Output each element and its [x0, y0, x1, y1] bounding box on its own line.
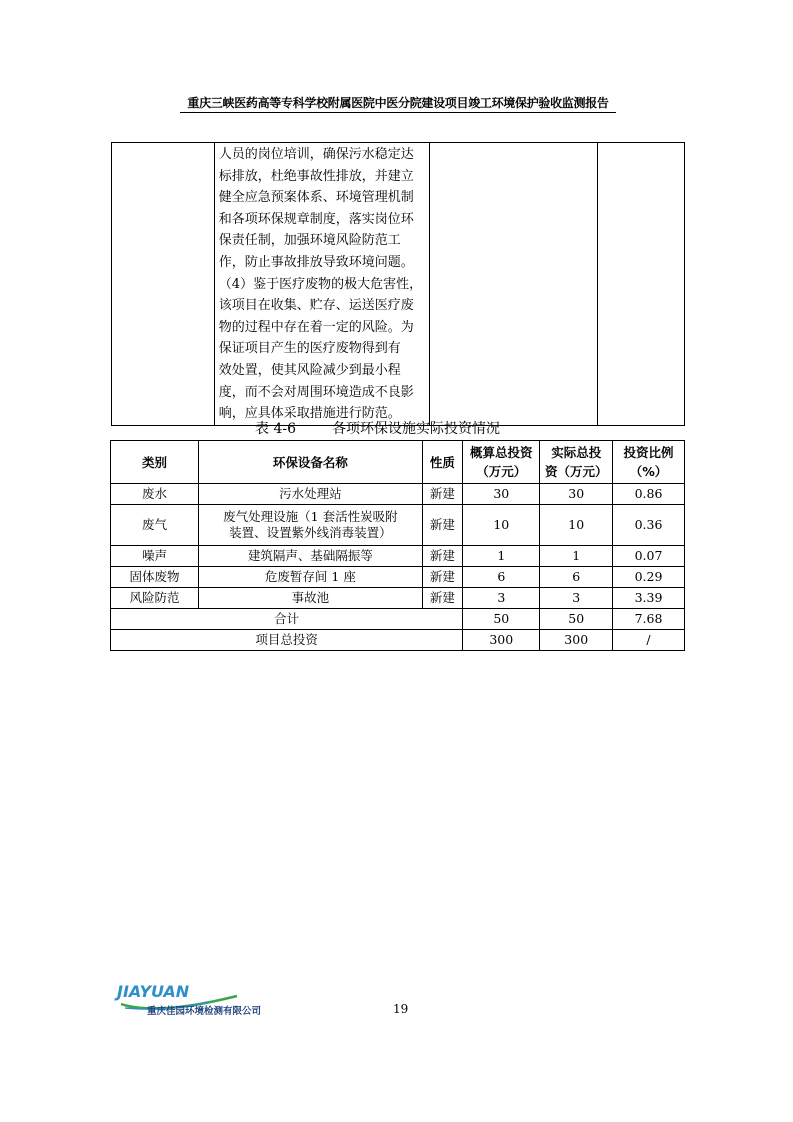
cell-actual: 10 [540, 505, 613, 546]
measures-line: 效处置，使其风险减少到最小程 [218, 362, 401, 378]
cell-ratio: 0.36 [613, 505, 685, 546]
measures-line: 保责任制，加强环境风险防范工 [218, 233, 401, 249]
measures-line: 响，应具体采取措施进行防范。 [218, 406, 401, 422]
measures-line: （4）鉴于医疗废物的极大危害性， [218, 276, 423, 292]
header-nature: 性质 [422, 441, 462, 484]
company-logo [117, 982, 277, 1018]
cell-budget: 10 [463, 505, 540, 546]
table-caption [255, 418, 500, 438]
header-actual [540, 441, 613, 484]
measures-line: 标排放，杜绝事故性排放，并建立 [218, 168, 414, 184]
cell-category: 废水 [111, 484, 199, 505]
cell-ratio: 0.07 [613, 546, 685, 567]
table-caption-number: 表 4-6 [255, 421, 296, 437]
project-total-label: 项目总投资 [111, 630, 463, 651]
cell-category: 噪声 [111, 546, 199, 567]
table-row [111, 484, 685, 505]
header-equipment: 环保设备名称 [199, 441, 423, 484]
page-number: 19 [393, 1002, 409, 1016]
cell-actual: 1 [540, 546, 613, 567]
table-row [111, 567, 685, 588]
header-underline [180, 112, 616, 113]
cont-cell-empty-2 [598, 143, 685, 426]
header-actual-line2: 资（万元） [544, 464, 608, 479]
cell-nature: 新建 [422, 505, 462, 546]
cell-equipment: 事故池 [199, 588, 423, 609]
total-ratio: 7.68 [613, 609, 685, 630]
cell-ratio: 3.39 [613, 588, 685, 609]
cell-equipment-line1: 废气处理设施（1 套活性炭吸附 [223, 509, 398, 524]
header-category: 类别 [111, 441, 199, 484]
cell-actual: 6 [540, 567, 613, 588]
header-actual-line1: 实际总投 [551, 445, 602, 460]
project-total-row [111, 630, 685, 651]
cell-actual: 30 [540, 484, 613, 505]
cell-category: 废气 [111, 505, 199, 546]
project-total-actual: 300 [540, 630, 613, 651]
measures-line: 人员的岗位培训，确保污水稳定达 [218, 147, 414, 162]
cont-cell-category [112, 143, 215, 426]
table-row [111, 546, 685, 567]
cell-equipment: 污水处理站 [199, 484, 423, 505]
measures-line: 保证项目产生的医疗废物得到有 [218, 341, 401, 357]
cell-budget: 1 [463, 546, 540, 567]
continuation-row [112, 143, 685, 426]
measures-line: 度，而不会对周围环境造成不良影 [218, 384, 414, 400]
header-ratio [613, 441, 685, 484]
table-caption-title: 各项环保设施实际投资情况 [332, 421, 500, 437]
measures-line: 作，防止事故排放导致环境问题。 [218, 254, 414, 270]
table-row [111, 588, 685, 609]
header-ratio-line1: 投资比例 [623, 445, 674, 460]
measures-line: 物的过程中存在着一定的风险。为 [218, 319, 414, 335]
cell-budget: 6 [463, 567, 540, 588]
measures-text [215, 143, 430, 425]
cell-equipment [199, 505, 423, 546]
cell-nature: 新建 [422, 546, 462, 567]
cell-nature: 新建 [422, 484, 462, 505]
table-row [111, 505, 685, 546]
logo-wordmark: JIAYUAN [117, 982, 190, 1001]
project-total-ratio: / [613, 630, 685, 651]
cell-equipment: 建筑隔声、基础隔振等 [199, 546, 423, 567]
measures-line: 和各项环保规章制度，落实岗位环 [218, 211, 414, 227]
total-actual: 50 [540, 609, 613, 630]
cell-ratio: 0.29 [613, 567, 685, 588]
total-budget: 50 [463, 609, 540, 630]
header-budget-line2: （万元） [476, 464, 527, 479]
cell-category: 固体废物 [111, 567, 199, 588]
cell-nature: 新建 [422, 567, 462, 588]
project-total-budget: 300 [463, 630, 540, 651]
measures-line: 该项目在收集、贮存、运送医疗废 [218, 298, 414, 314]
cell-nature: 新建 [422, 588, 462, 609]
header-budget [463, 441, 540, 484]
cell-equipment: 危废暂存间 1 座 [199, 567, 423, 588]
logo-company-name: 重庆佳园环境检测有限公司 [147, 1006, 262, 1017]
cell-actual: 3 [540, 588, 613, 609]
cell-equipment-line2: 装置、设置紫外线消毒装置） [229, 525, 392, 540]
cell-ratio: 0.86 [613, 484, 685, 505]
cell-budget: 30 [463, 484, 540, 505]
table-header-row [111, 441, 685, 484]
total-label: 合计 [111, 609, 463, 630]
cell-budget: 3 [463, 588, 540, 609]
header-ratio-line2: （%） [629, 464, 668, 479]
cell-category: 风险防范 [111, 588, 199, 609]
total-row [111, 609, 685, 630]
continuation-table [111, 142, 685, 426]
cont-cell-measures [214, 143, 430, 426]
investment-table [110, 440, 685, 651]
report-header-title: 重庆三峡医药高等专科学校附属医院中医分院建设项目竣工环境保护验收监测报告 [187, 96, 609, 110]
measures-line: 健全应急预案体系、环境管理机制 [218, 190, 414, 206]
header-budget-line1: 概算总投资 [470, 445, 533, 460]
cont-cell-empty-1 [430, 143, 598, 426]
